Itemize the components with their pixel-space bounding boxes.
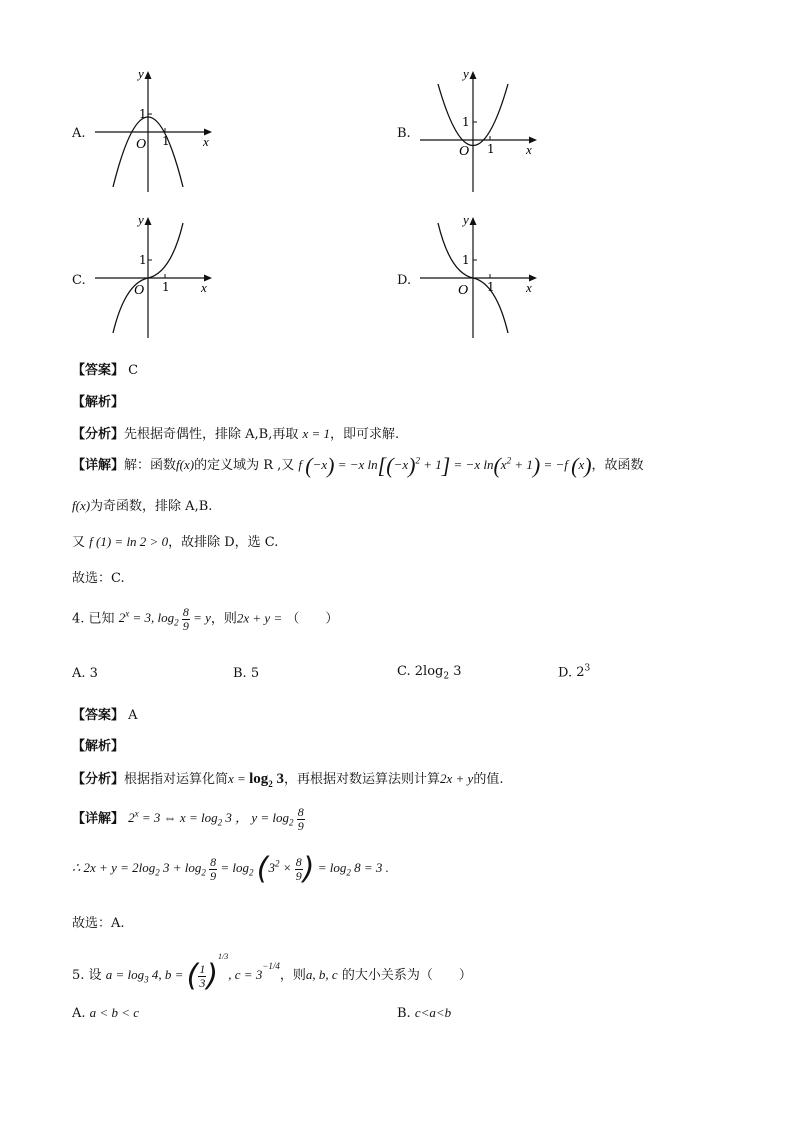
fenxi-text: 先根据奇偶性，排除 A,B,再取 xyxy=(124,427,299,442)
q4-answer-line xyxy=(72,704,138,723)
answer-value: C xyxy=(128,363,139,378)
q4-calc-line xyxy=(72,852,389,887)
f1-post: ，故排除 D，选 C. xyxy=(168,535,279,550)
q4-num: 4. 已知 xyxy=(72,611,115,627)
q4-final: 故选：A. xyxy=(72,916,125,931)
option-label: B. xyxy=(233,666,247,681)
option-label: A. xyxy=(72,1006,86,1021)
tick-x-1: 1 xyxy=(487,280,495,294)
origin-label: O xyxy=(136,137,147,152)
x-axis-label: x xyxy=(526,280,532,295)
x-axis-label: x xyxy=(526,142,532,157)
tick-x-1: 1 xyxy=(162,134,170,148)
q4-paren: （ ） xyxy=(286,611,339,627)
q4-option-b xyxy=(233,666,259,681)
option-label: A. xyxy=(72,666,86,681)
xj-formula: $2^x = 3$ ⇔ $x = \log_2 3$ ， $y = \log_2$ $\frac{8}{9}$ xyxy=(128,805,304,833)
q4-stem xyxy=(72,606,338,633)
fx-expr: f(x) xyxy=(72,498,91,513)
fenxi-a: 根据指对运算化简 xyxy=(124,772,229,787)
xj-text-b: 的定义域为 R ,又 xyxy=(194,457,295,473)
origin-label: O xyxy=(458,283,469,298)
q4-xiangjie-line xyxy=(72,806,305,833)
option-label: D. xyxy=(558,665,573,681)
origin-label: O xyxy=(134,283,145,298)
q5-given: $a = \log_3 4$, b = ( $\frac{1}{3}$ )$^{1/3}$, $c = 3^{-1/4}$ xyxy=(105,952,280,994)
q3-xiangjie-line xyxy=(72,453,644,479)
fenxi-b: ，再根据对数运算法则计算 xyxy=(284,772,441,787)
q4-expr: 2x + y = xyxy=(236,610,283,626)
q5-tail2: 的大小关系为（ ） xyxy=(341,968,472,983)
answer-tag: 【答案】 xyxy=(72,363,125,378)
q4-tail: ，则 xyxy=(210,611,237,627)
odd-text: 为奇函数，排除 A,B. xyxy=(90,499,213,514)
option-value: a < b < c xyxy=(89,1005,139,1020)
fenxi-formula: $x = \log_2 3$ xyxy=(228,771,284,789)
option-label: C. xyxy=(397,664,411,679)
fenxi-eq: x = 1 xyxy=(302,426,331,441)
tick-y-1: 1 xyxy=(139,107,147,121)
q5-option-b xyxy=(397,1005,451,1021)
calc-formula: ∴ $2x + y = 2\log_2$ $3 + \log_2$ $\frac{8}{9}$ = $\log_2 (3^2$ × $\frac{8}{9}$ ) = $\log_2 8 = 3$ . xyxy=(72,852,389,887)
tick-x-1: 1 xyxy=(162,280,170,294)
q3-final: 故选：C. xyxy=(72,571,125,586)
y-axis-label: y xyxy=(463,212,469,227)
fx-expr: f(x) xyxy=(176,456,195,472)
q4-option-c xyxy=(397,664,461,682)
x-axis-label: x xyxy=(201,280,207,295)
graph-c xyxy=(85,208,225,343)
answer-value: A xyxy=(128,708,138,723)
f1-eq: f (1) = ln 2 > 0 xyxy=(89,534,169,549)
fenxi-tail: ，即可求解. xyxy=(330,427,400,442)
option-value: c<a<b xyxy=(414,1005,452,1020)
option-value: $2^3$ xyxy=(576,664,591,681)
x-axis-label: x xyxy=(203,134,209,149)
q4-option-a xyxy=(72,666,98,681)
fenxi-c: 的值. xyxy=(473,772,504,787)
q5-num: 5. 设 xyxy=(72,968,102,983)
option-label: B. xyxy=(397,1006,411,1021)
option-value: 3 xyxy=(89,666,98,681)
fenxi-expr: 2x + y xyxy=(440,771,474,786)
xiangjie-tag: 【详解】 xyxy=(72,457,125,473)
f1-pre: 又 xyxy=(72,535,86,550)
xj-text-c: ，故函数 xyxy=(591,457,644,473)
q3-answer-line xyxy=(72,359,138,378)
fenxi-tag: 【分析】 xyxy=(72,772,125,787)
option-b-label: B. xyxy=(397,126,411,141)
q4-fenxi-line xyxy=(72,768,503,789)
y-axis-label: y xyxy=(463,66,469,81)
q4-option-d xyxy=(558,664,590,680)
graph-b xyxy=(410,62,550,197)
y-axis-label: y xyxy=(138,66,144,81)
q4-analysis-tag: 【解析】 xyxy=(72,739,125,754)
option-c-label: C. xyxy=(72,273,86,288)
graph-a xyxy=(85,62,225,197)
tick-y-1: 1 xyxy=(462,253,470,267)
tick-x-1: 1 xyxy=(487,142,495,156)
q5-tail: ，则 xyxy=(279,968,306,983)
graph-d xyxy=(410,208,550,343)
q3-analysis-tag: 【解析】 xyxy=(72,395,125,410)
tick-y-1: 1 xyxy=(139,253,147,267)
option-value: $2\log_2$ 3 xyxy=(414,664,462,682)
answer-tag: 【答案】 xyxy=(72,708,125,723)
q5-vars: a, b, c xyxy=(305,967,338,982)
y-axis-label: y xyxy=(138,212,144,227)
q5-option-a xyxy=(72,1005,139,1021)
option-value: 5 xyxy=(250,666,260,681)
option-d-label: D. xyxy=(397,273,412,288)
odd-function-derivation: f (−x) = −x $\ln[(-x)^2 + 1] = -x$ $\ln(x^2 + 1) = -f$ (x) xyxy=(298,453,592,478)
xj-text-a: 解：函数 xyxy=(124,457,177,473)
q5-stem xyxy=(72,952,472,994)
q3-fenxi-line xyxy=(72,423,399,442)
origin-label: O xyxy=(459,144,470,159)
xiangjie-tag: 【详解】 xyxy=(72,811,125,827)
option-a-label: A. xyxy=(72,126,86,141)
tick-y-1: 1 xyxy=(462,115,470,129)
fenxi-tag: 【分析】 xyxy=(72,427,125,442)
q3-f1-line xyxy=(72,531,278,550)
q3-odd-line xyxy=(72,495,212,514)
q4-given: $2^x = 3$, $\log_2$ $\frac{8}{9}$ = y xyxy=(118,605,211,633)
